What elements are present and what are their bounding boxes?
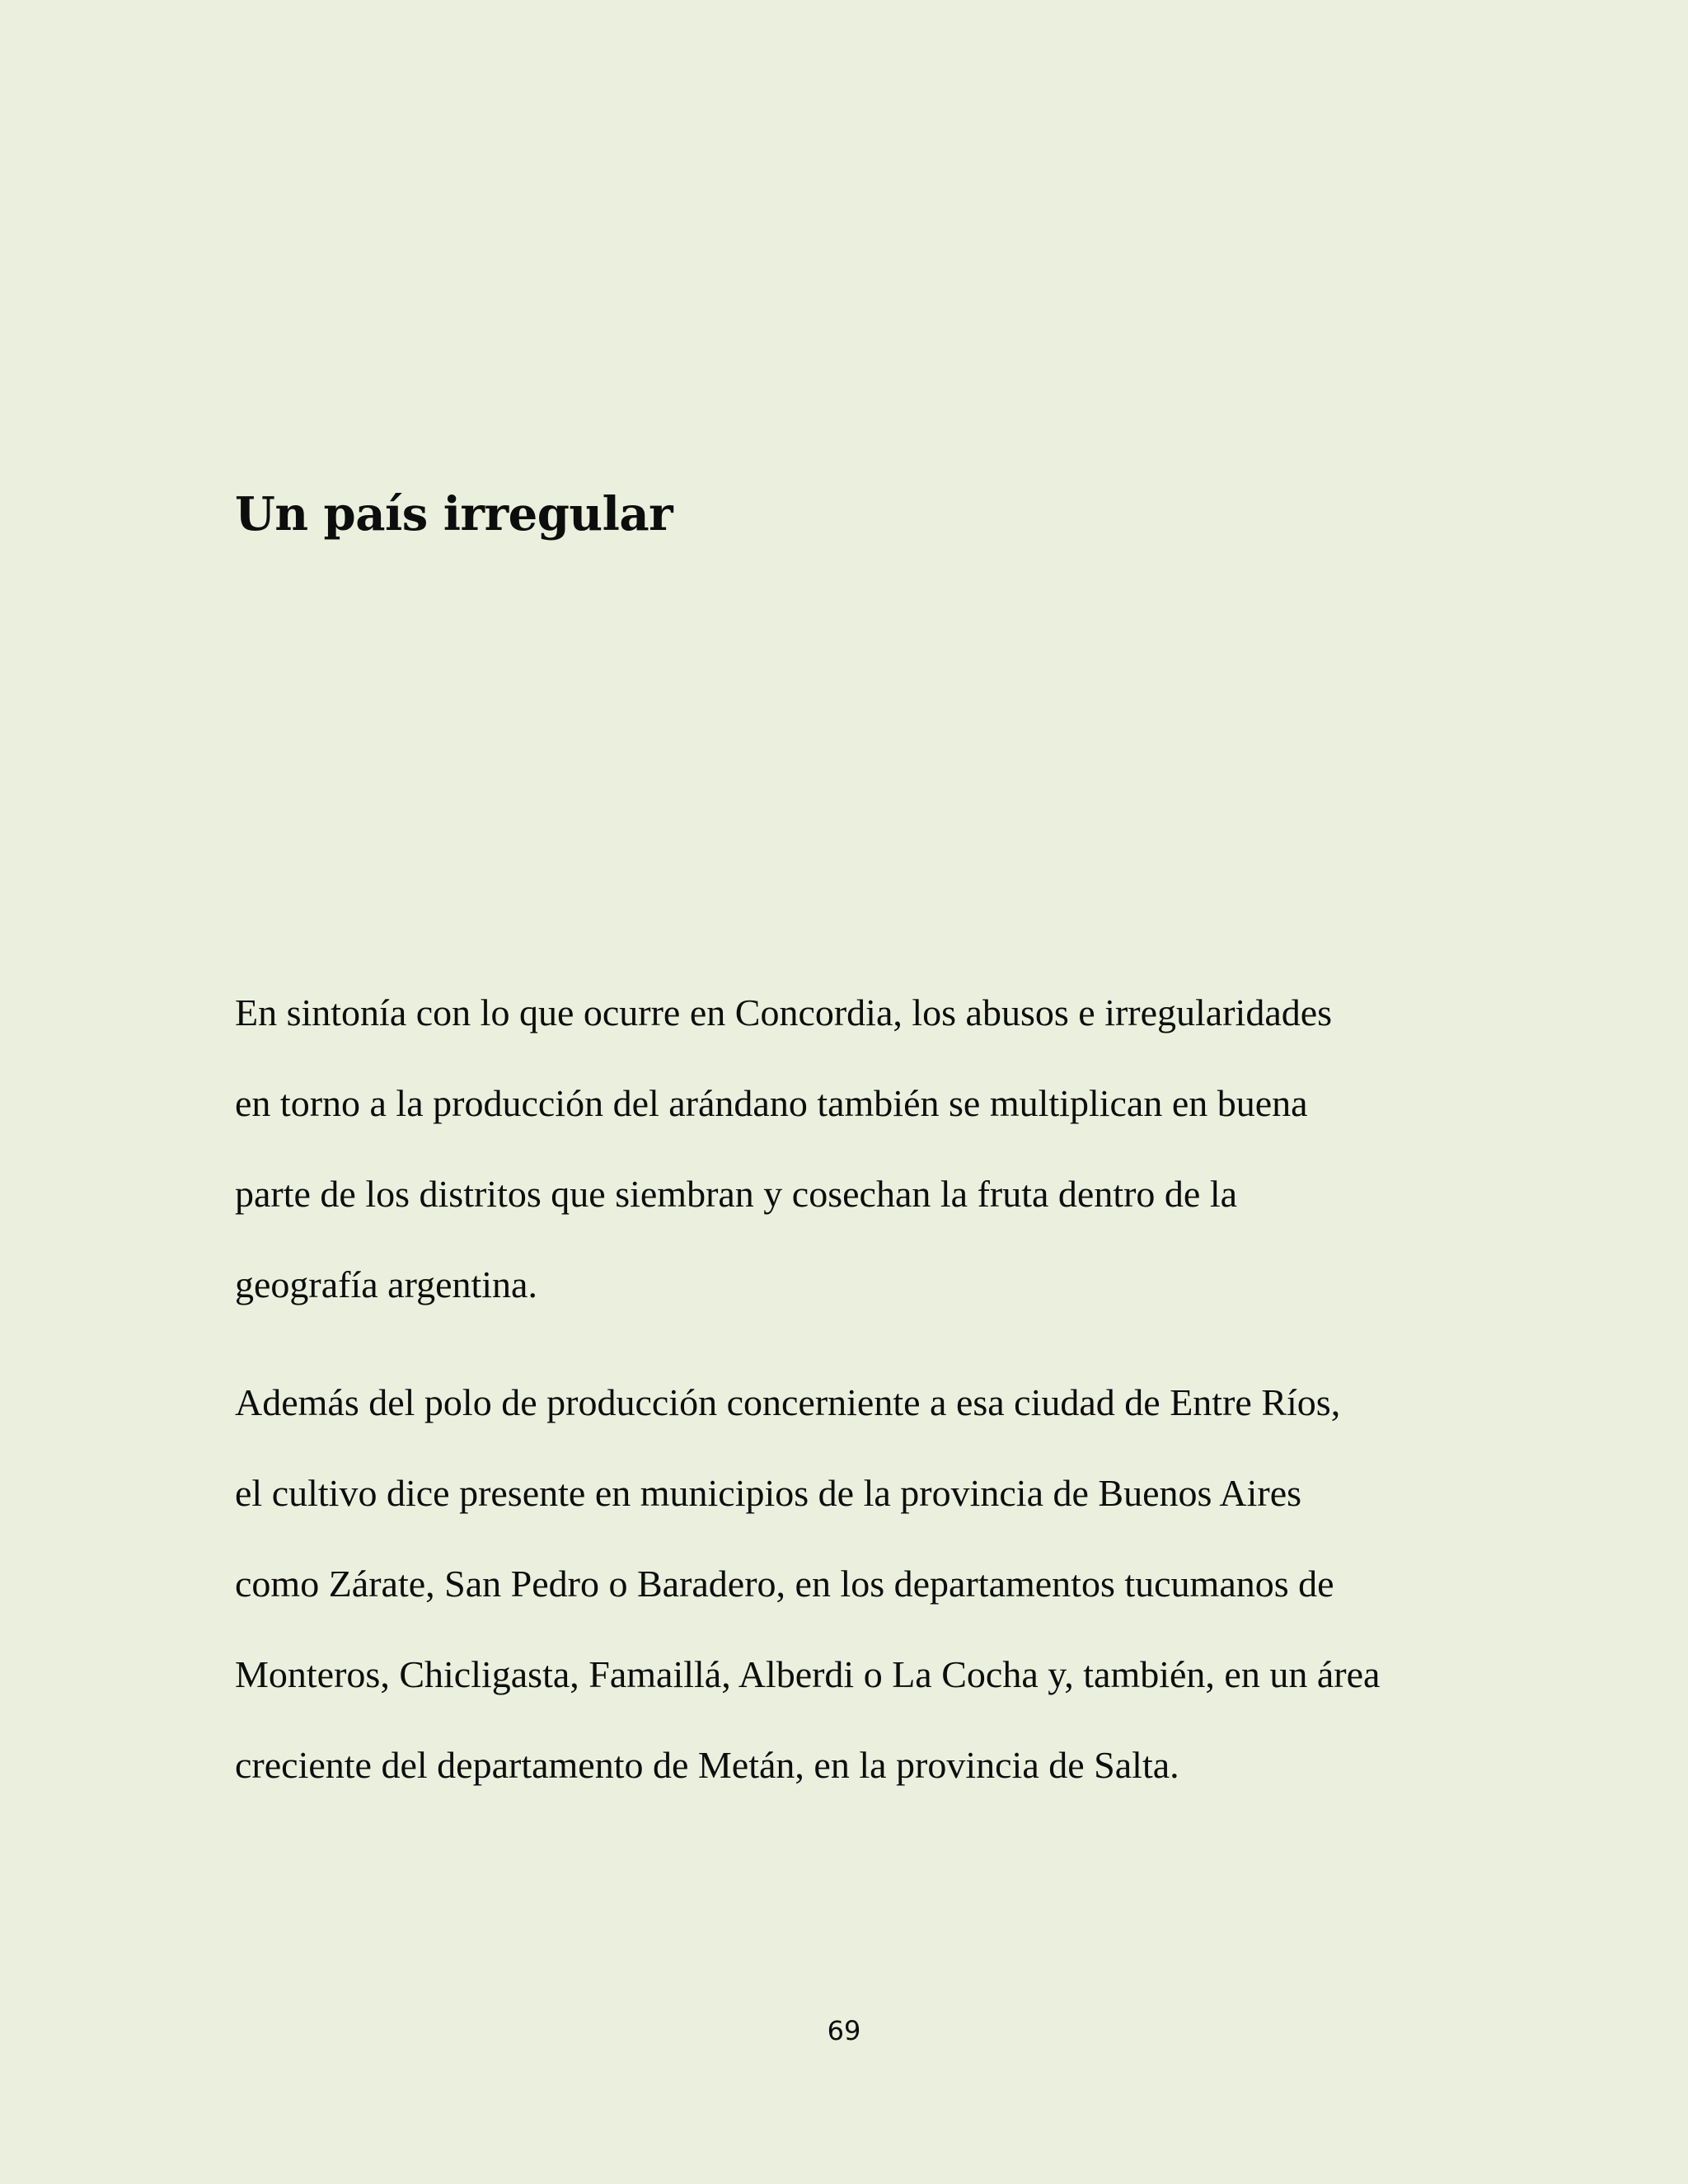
page-number: 69 [827,2015,861,2046]
text-line: parte de los distritos que siembran y cosechan la fruta dentro de la [235,1173,1238,1215]
text-line: geografía argentina. [235,1263,537,1305]
text-line: Monteros, Chicligasta, Famaillá, Alberdi o La Cocha y, también, en un área [235,1653,1381,1695]
text-line: creciente del departamento de Metán, en la provincia de Salta. [235,1744,1179,1786]
chapter-title: Un país irregular [235,487,673,541]
text-line: como Zárate, San Pedro o Baradero, en los departamentos tucumanos de [235,1563,1334,1605]
text-line: en torno a la producción del arándano también se multiplican en buena [235,1082,1308,1124]
text-line: En sintonía con lo que ocurre en Concordia, los abusos e irregularidades [235,991,1333,1033]
paragraph-2 [235,1357,1471,1811]
paragraph-1 [235,968,1471,1330]
text-line: el cultivo dice presente en municipios de la provincia de Buenos Aires [235,1472,1302,1514]
text-line: Además del polo de producción concerniente a esa ciudad de Entre Ríos, [235,1381,1341,1423]
